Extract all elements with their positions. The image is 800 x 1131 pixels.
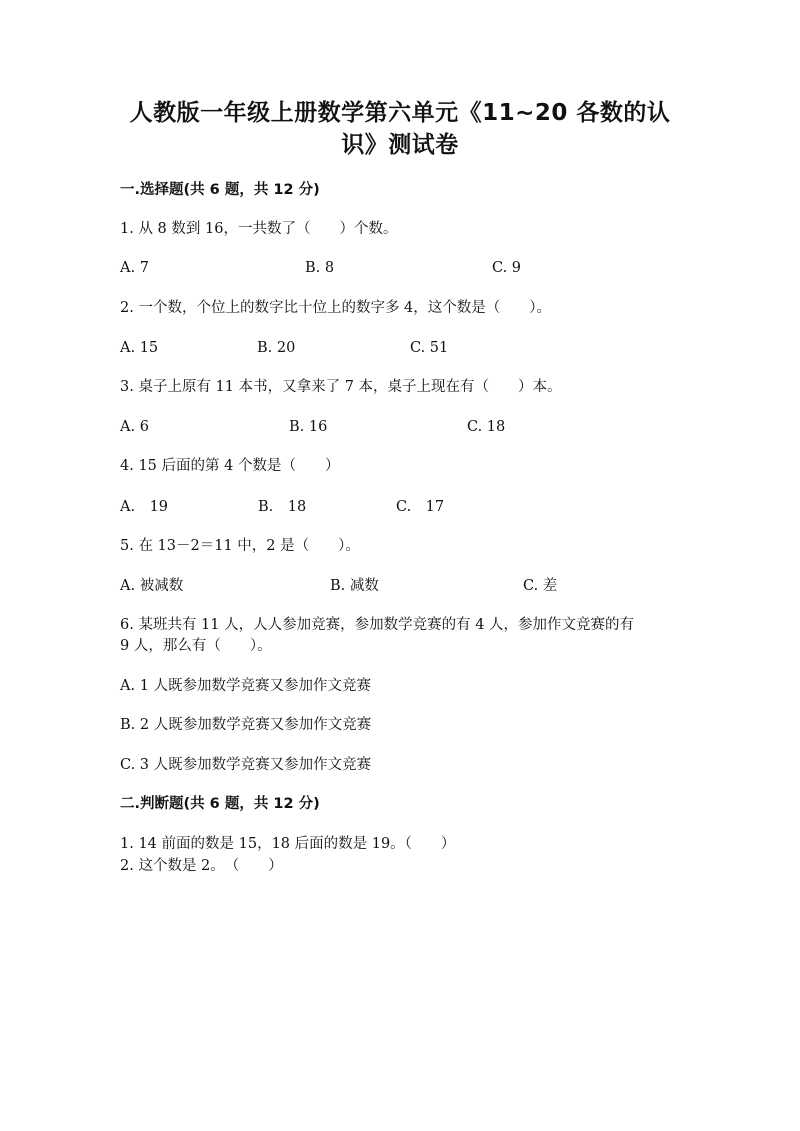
section-heading-judgement: 二.判断题(共 6 题，共 12 分) [120, 796, 320, 812]
question-3-option-c: C. 18 [467, 419, 506, 435]
question-1-stem: 1. 从 8 数到 16，一共数了（ ）个数。 [120, 221, 398, 237]
question-2-option-b: B. 20 [257, 340, 296, 356]
question-4-stem: 4. 15 后面的第 4 个数是（ ） [120, 458, 340, 474]
judgement-1: 1. 14 前面的数是 15，18 后面的数是 19。（ ） [120, 836, 456, 852]
question-6-option-b: B. 2 人既参加数学竞赛又参加作文竞赛 [120, 717, 372, 733]
question-6-stem-line2: 9 人，那么有（ ）。 [120, 638, 272, 654]
question-4-option-a: A. 19 [120, 499, 169, 515]
question-5-option-a: A. 被减数 [120, 578, 184, 594]
question-2-stem: 2. 一个数，个位上的数字比十位上的数字多 4，这个数是（ ）。 [120, 300, 552, 316]
question-6-stem-line1: 6. 某班共有 11 人，人人参加竞赛，参加数学竞赛的有 4 人，参加作文竞赛的有 [120, 617, 635, 633]
question-2-option-c: C. 51 [410, 340, 449, 356]
page-title-line2: 识》测试卷 [341, 132, 459, 158]
question-3-option-b: B. 16 [289, 419, 328, 435]
question-3-option-a: A. 6 [120, 419, 149, 435]
question-3-stem: 3. 桌子上原有 11 本书，又拿来了 7 本，桌子上现在有（ ）本。 [120, 379, 562, 395]
question-1-option-a: A. 7 [120, 260, 149, 276]
question-4-option-b: B. 18 [258, 499, 307, 515]
question-4-option-c: C. 17 [396, 499, 445, 515]
judgement-2: 2. 这个数是 2。 （ ） [120, 858, 283, 874]
question-5-option-b: B. 减数 [330, 578, 379, 594]
question-5-option-c: C. 差 [523, 578, 558, 594]
question-2-option-a: A. 15 [120, 340, 159, 356]
question-6-option-a: A. 1 人既参加数学竞赛又参加作文竞赛 [120, 678, 372, 694]
question-1-option-b: B. 8 [305, 260, 335, 276]
page-title-line1: 人教版一年级上册数学第六单元《11~20 各数的认 [129, 100, 671, 126]
question-1-option-c: C. 9 [492, 260, 522, 276]
section-heading-choice: 一.选择题(共 6 题，共 12 分) [120, 182, 320, 198]
question-5-stem: 5. 在 13－2＝11 中，2 是（ ）。 [120, 538, 360, 554]
question-6-option-c: C. 3 人既参加数学竞赛又参加作文竞赛 [120, 757, 372, 773]
